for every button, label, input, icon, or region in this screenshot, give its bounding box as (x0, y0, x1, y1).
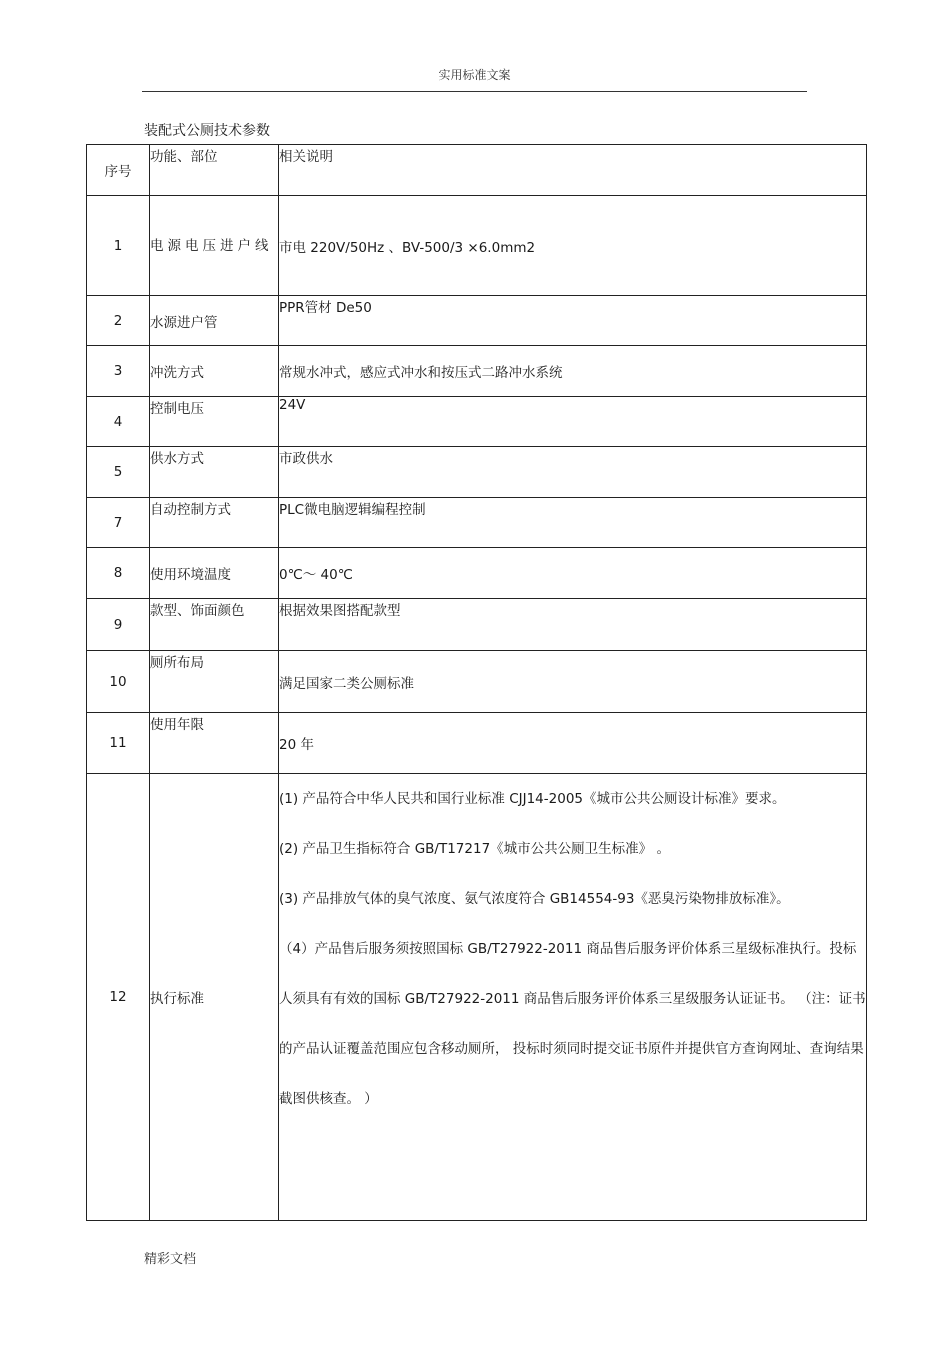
row-number: 2 (87, 296, 150, 346)
standard-paragraph: (2) 产品卫生指标符合 GB/T17217《城市公共公厕卫生标准》 。 (279, 841, 670, 857)
row-function: 水源进户管 (150, 296, 279, 346)
row-description: 市电 220V/50Hz 、BV-500/3 ×6.0mm2 (279, 196, 867, 296)
table-row (87, 346, 867, 397)
table-row (87, 713, 867, 774)
standard-paragraph: (3) 产品排放气体的臭气浓度、氨气浓度符合 GB14554-93《恶臭污染物排放标准》。 (279, 891, 790, 907)
standard-paragraph: (1) 产品符合中华人民共和国行业标准 CJJ14-2005《城市公共公厕设计标准》要求。 (279, 791, 786, 807)
table-row (87, 774, 867, 1221)
row-description: 常规水冲式，感应式冲水和按压式二路冲水系统 (279, 346, 867, 397)
row-number: 9 (87, 599, 150, 651)
page-footer: 精彩文档 (144, 1252, 197, 1267)
table-row (87, 651, 867, 713)
row-description: 24V (279, 397, 867, 447)
header-divider (142, 91, 807, 92)
row-function: 冲洗方式 (150, 346, 279, 397)
row-description: PPR管材 De50 (279, 296, 867, 346)
row-number: 7 (87, 498, 150, 548)
row-description: 20 年 (279, 713, 867, 774)
table-header-row (87, 145, 867, 196)
row-number: 10 (87, 651, 150, 713)
row-function: 控制电压 (150, 397, 279, 447)
row-number: 12 (87, 774, 150, 1221)
table-row (87, 196, 867, 296)
row-description: 0℃～ 40℃ (279, 548, 867, 599)
page-header: 实用标准文案 (438, 68, 511, 82)
parameters-table (86, 144, 867, 1221)
row-number: 11 (87, 713, 150, 774)
row-description: 市政供水 (279, 447, 867, 498)
table-row (87, 397, 867, 447)
column-header-number: 序号 (87, 145, 150, 196)
row-number: 8 (87, 548, 150, 599)
row-description: 满足国家二类公厕标准 (279, 651, 867, 713)
row-function: 执行标准 (150, 774, 279, 1221)
standard-paragraph: （4）产品售后服务须按照国标 GB/T27922-2011 商品售后服务评价体系三星级标准执行。投标人须具有有效的国标 GB/T27922-2011 商品售后服务评价体系三星级服务认证证书。 （注：证书的产品认证覆盖范围应包含移动厕所， 投标时须同时提交证书原件并提供官方查询网址、查询结果截图供核查。 ） (279, 941, 866, 1107)
row-function: 使用年限 (150, 713, 279, 774)
standards-cell (279, 774, 867, 1221)
row-function: 电源电压进户线 (150, 237, 273, 254)
row-function: 款型、饰面颜色 (150, 599, 279, 651)
row-description: 根据效果图搭配款型 (279, 599, 867, 651)
row-function: 自动控制方式 (150, 498, 279, 548)
row-number: 1 (87, 196, 150, 296)
row-function: 厕所布局 (150, 651, 279, 713)
row-number: 4 (87, 397, 150, 447)
table-row (87, 599, 867, 651)
column-header-function: 功能、部位 (150, 145, 279, 196)
table-row (87, 296, 867, 346)
document-title: 装配式公厕技术参数 (144, 123, 270, 139)
column-header-description: 相关说明 (279, 145, 867, 196)
row-function: 供水方式 (150, 447, 279, 498)
row-description: PLC微电脑逻辑编程控制 (279, 498, 867, 548)
table-row (87, 498, 867, 548)
row-number: 5 (87, 447, 150, 498)
row-number: 3 (87, 346, 150, 397)
row-function: 使用环境温度 (150, 548, 279, 599)
table-row (87, 447, 867, 498)
table-row (87, 548, 867, 599)
